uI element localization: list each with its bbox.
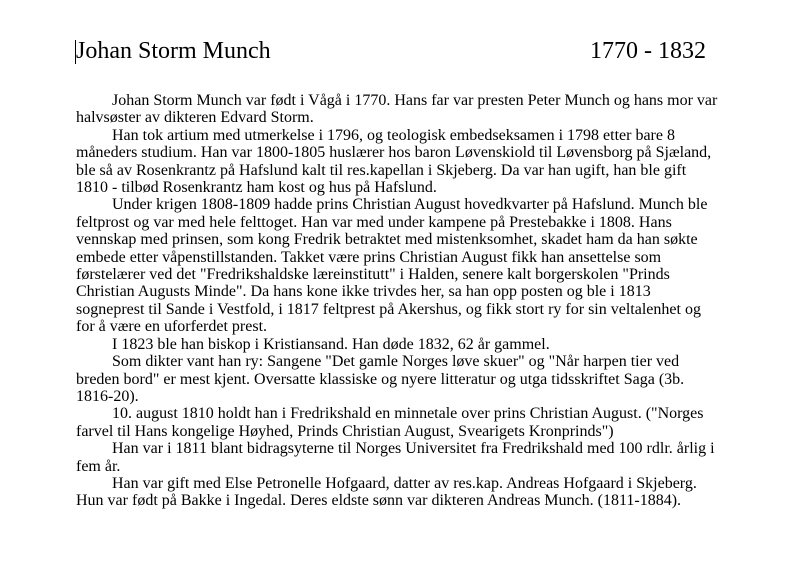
- paragraph: [76, 475, 736, 510]
- life-years: 1770 - 1832: [590, 38, 706, 64]
- text-line: vennskap med prinsen, som kong Fredrik betraktet med mistenksomhet, skadet ham da han søkte: [76, 231, 698, 249]
- paragraph: [76, 353, 736, 405]
- text-line: Hun var født på Bakke i Ingedal. Deres eldste sønn var dikteren Andreas Munch. (1811-1884).: [76, 492, 682, 510]
- paragraph: [76, 336, 736, 353]
- text-line: embede etter våpenstillstanden. Takket være prins Christian August fikk han ansettelse som: [76, 248, 662, 266]
- text-line: for å være en uforferdet prest.: [76, 318, 268, 336]
- text-line: ble så av Rosenkrantz på Hafslund kalt til res.kapellan i Skjeberg. Da var han ugift, han ble gift: [76, 161, 687, 179]
- document-title: Johan Storm Munch: [76, 38, 271, 64]
- text-line: Som dikter vant han ry: Sangene "Det gamle Norges løve skuer" og "Når harpen tier ved: [112, 353, 680, 371]
- text-line: måneders studium. Han var 1800-1805 huslærer hos baron Løvenskiold til Løvensborg på Sjæland,: [76, 144, 712, 162]
- paragraph: [76, 440, 736, 475]
- text-line: 1816-20).: [76, 387, 139, 405]
- text-line: fem år.: [76, 457, 121, 475]
- paragraph: [76, 196, 736, 335]
- text-line: halvsøster av dikteren Edvard Storm.: [76, 109, 314, 127]
- text-line: 1810 - tilbød Rosenkrantz ham kost og hus på Hafslund.: [76, 179, 437, 197]
- text-line: farvel til Hans kongelige Høyhed, Prinds Christian August, Svearigets Kronprinds"): [76, 422, 614, 440]
- text-line: Han var gift med Else Petronelle Hofgaard, datter av res.kap. Andreas Hofgaard i Skjeberg.: [112, 474, 697, 492]
- text-line: Johan Storm Munch var født i Vågå i 1770. Hans far var presten Peter Munch og hans mor var: [112, 92, 718, 109]
- title-row: [76, 36, 710, 66]
- paragraph: [76, 127, 736, 197]
- paragraph: [76, 92, 736, 127]
- text-line: feltprost og var med hele felttoget. Han var med under kampene på Prestebakke i 1808. Hans: [76, 213, 672, 231]
- paragraph: [76, 405, 736, 440]
- text-line: sogneprest til Sande i Vestfold, i 1817 feltprest på Akershus, og fikk stort ry for sin veltalenhet og: [76, 300, 701, 318]
- text-line: Han tok artium med utmerkelse i 1796, og teologisk embedseksamen i 1798 etter bare 8: [112, 126, 675, 144]
- text-line: førstelærer ved det "Fredrikshaldske læreinstitutt" i Halden, senere kalt borgerskolen "Prinds: [76, 266, 670, 284]
- text-line: Han var i 1811 blant bidragsyterne til Norges Universitet fra Fredrikshald med 100 rdlr. årlig i: [112, 440, 715, 458]
- text-line: breden bord" er mest kjent. Oversatte klassiske og nyere litteratur og utga tidsskriftet Saga (3b.: [76, 370, 685, 388]
- text-line: 10. august 1810 holdt han i Fredrikshald en minnetale over prins Christian August. ("Norges: [112, 405, 704, 423]
- body-text: [76, 92, 736, 510]
- text-line: Under krigen 1808-1809 hadde prins Christian August hovedkvarter på Hafslund. Munch ble: [112, 196, 708, 214]
- text-line: Christian Augusts Minde". Da hans kone ikke trivdes her, sa han opp posten og ble i 1813: [76, 283, 651, 301]
- text-line: I 1823 ble han biskop i Kristiansand. Han døde 1832, 62 år gammel.: [112, 335, 550, 353]
